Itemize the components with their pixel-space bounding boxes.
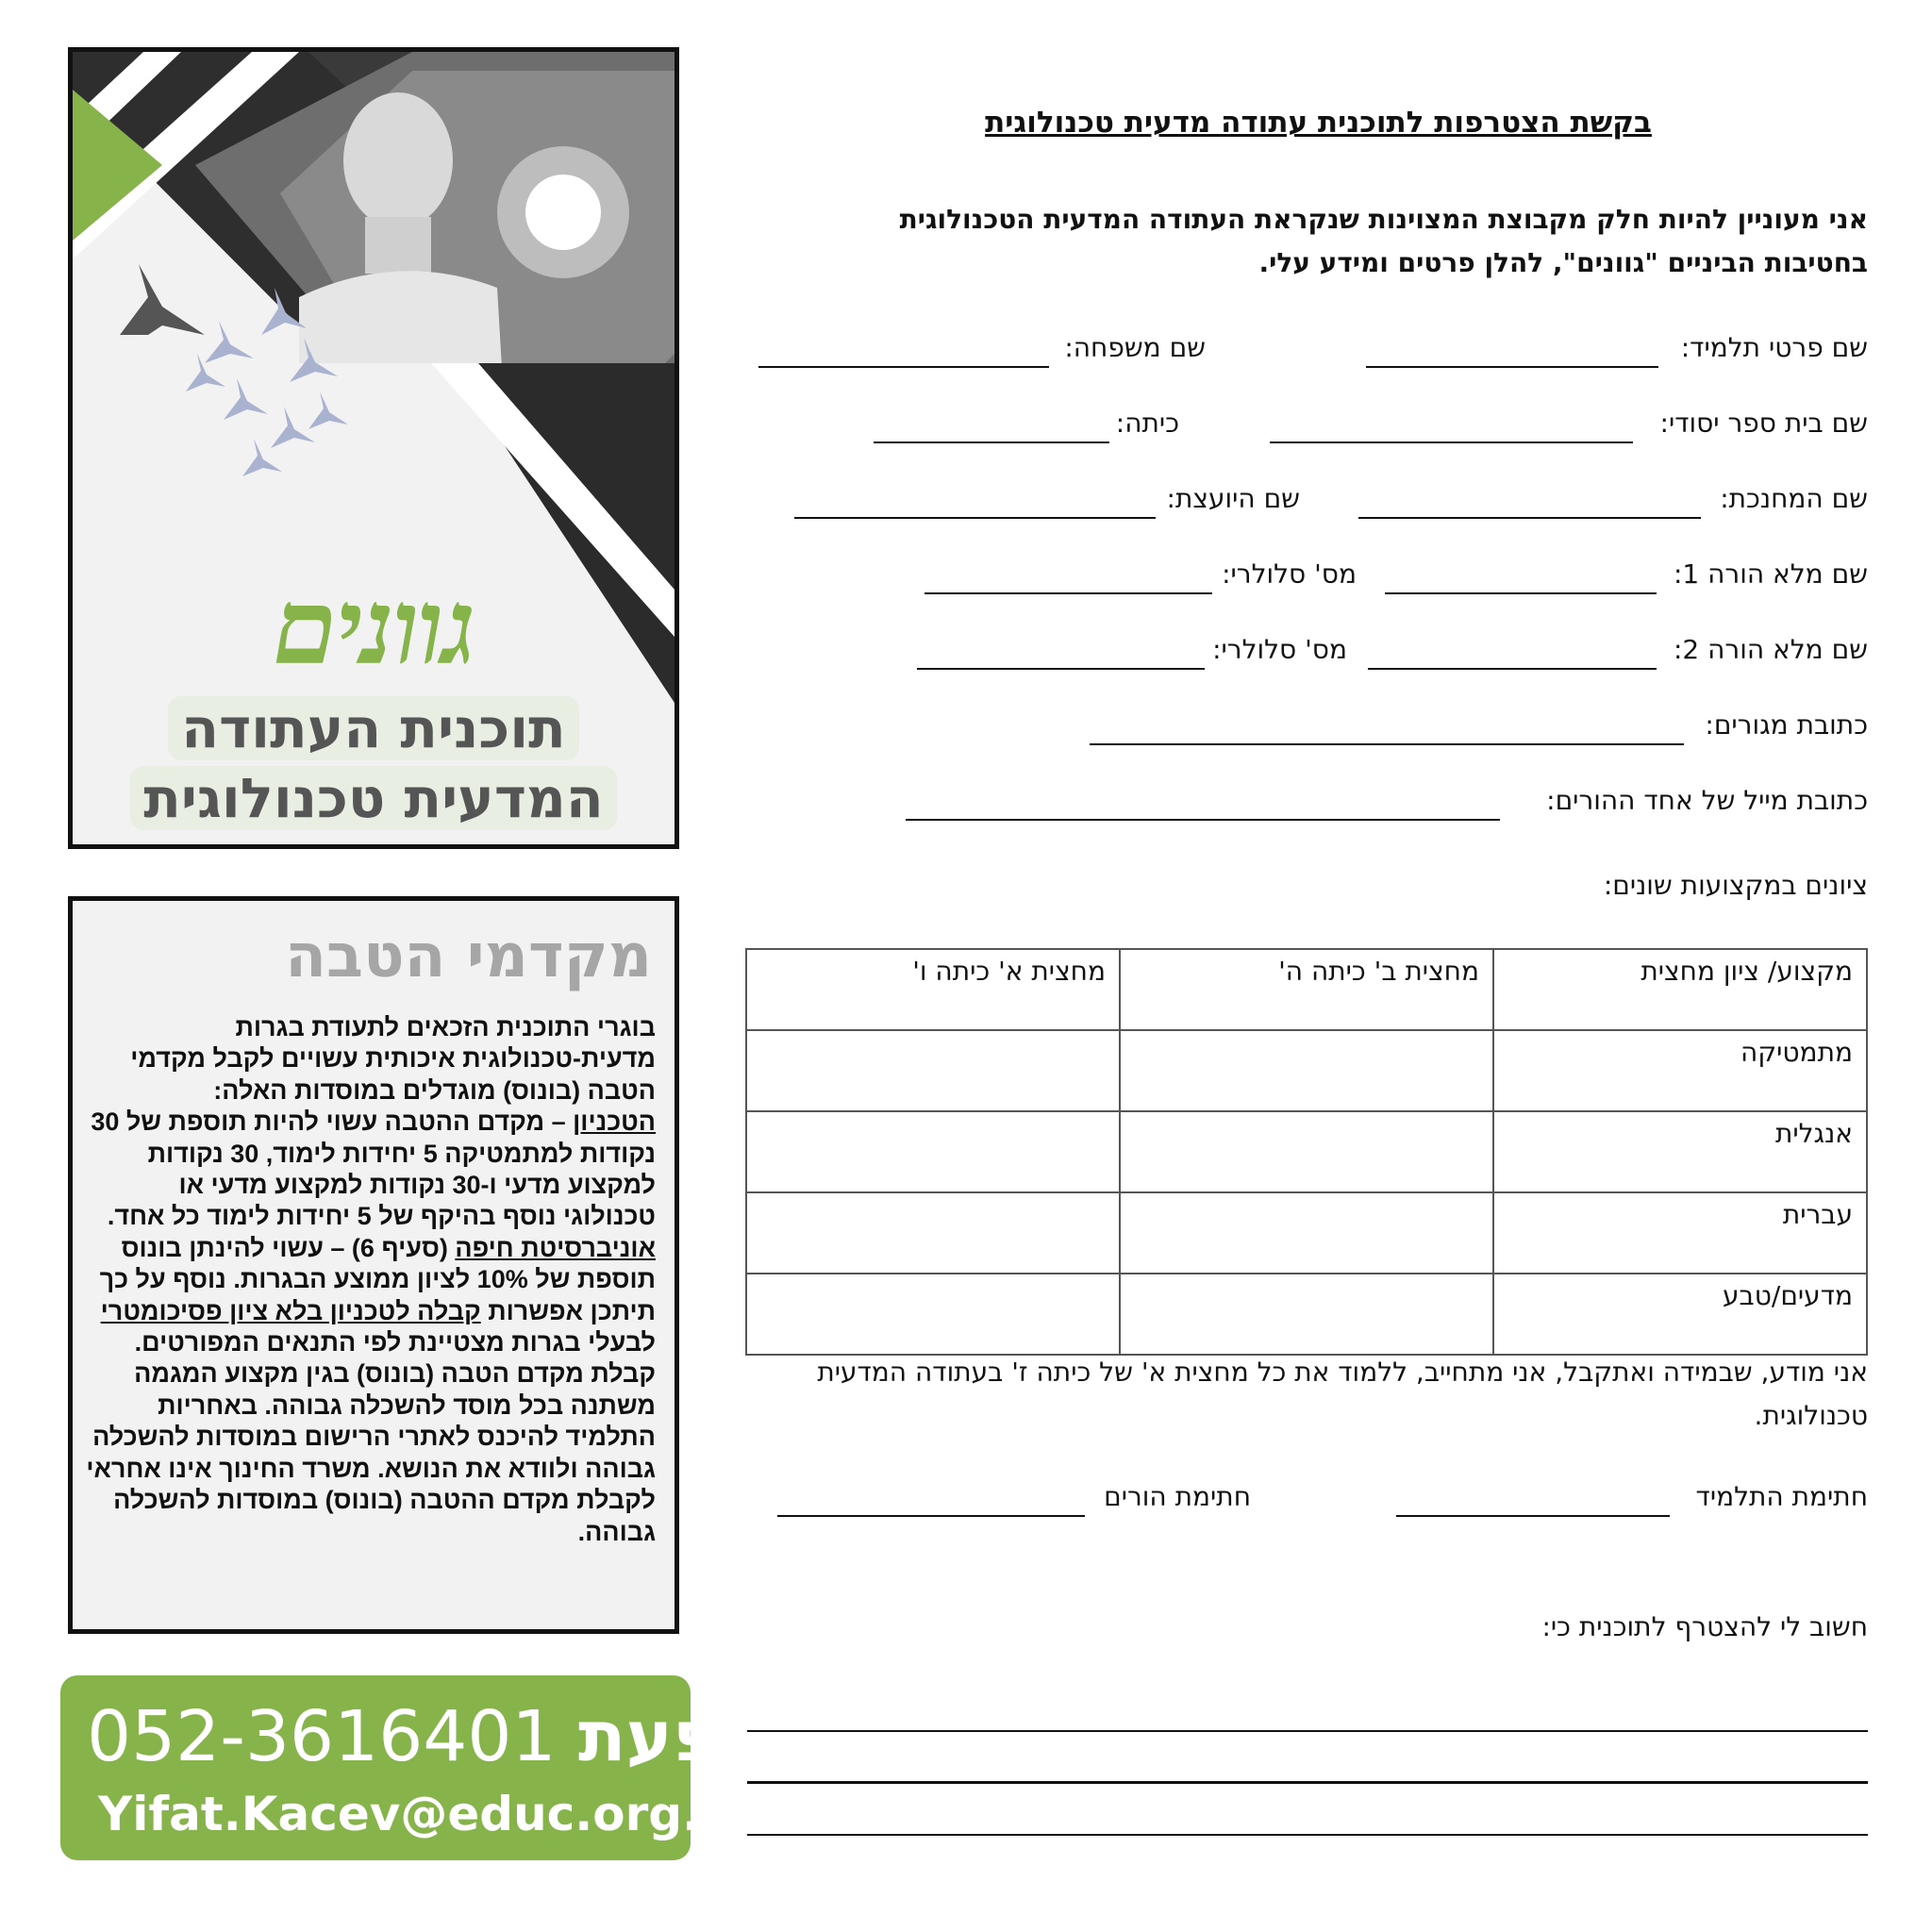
- last-name-field[interactable]: [758, 366, 1049, 368]
- commitment-text: אני מודע, שבמידה ואתקבל, אני מתחייב, ללמוד את כל מחצית א' של כיתה ז' בעתודה המדעית טכנולוגית.: [817, 1357, 1868, 1431]
- subject-science: מדעים/טבע: [1493, 1274, 1867, 1355]
- table-header-subject: מקצוע/ ציון מחצית: [1493, 949, 1867, 1030]
- contact-email[interactable]: Yifat.Kacev@educ.org.il: [98, 1787, 733, 1841]
- program-poster: [68, 47, 679, 849]
- poster-title: [110, 693, 637, 833]
- bonus-disclaimer: קבלת מקדם הטבה (בונוס) בגין מקצוע המגמה משתנה בכל מוסד להשכלה גבוהה. באחריות התלמיד להיכנס לאתרי הרישום במוסדות להשכלה גבוהה ולוודא את הנושא. משרד החינוך אינו אחראי לקבלת מקדם ההטבה (בונוס) במוסדות להשכלה גבוהה.: [86, 1359, 656, 1546]
- grades-label: ציונים במקצועות שונים:: [1603, 870, 1868, 901]
- table-row: [746, 1111, 1867, 1192]
- poster-title-line2: המדעית טכנולוגית: [130, 766, 616, 830]
- parent1-label: שם מלא הורה 1:: [1673, 558, 1868, 590]
- why-join-line-1[interactable]: [747, 1730, 1868, 1732]
- grade-cell[interactable]: [746, 1030, 1120, 1111]
- first-name-field[interactable]: [1366, 366, 1658, 368]
- parent1-field[interactable]: [1385, 592, 1657, 594]
- email-field[interactable]: [906, 819, 1500, 821]
- technion-text: – מקדם ההטבה עשוי להיות תוספת של 30 נקודות למתמטיקה 5 יחידות לימוד, 30 נקודות למקצוע מדעי ו-30 נקודות למקצוע מדעי או טכנולוגי נוסף בהיקף של 5 יחידות לימוד כל אחד.: [91, 1108, 656, 1231]
- address-label: כתובת מגורים:: [1705, 709, 1868, 741]
- class-label: כיתה:: [1115, 408, 1179, 439]
- phone1-field[interactable]: [924, 592, 1212, 594]
- subject-hebrew: עברית: [1493, 1192, 1867, 1274]
- form-intro: אני מעוניין להיות חלק מקבוצת המצוינות שנקראת העתודה המדעית הטכנולוגית בחטיבות הביניים "גוונים", להלן פרטים ומידע עלי.: [899, 204, 1868, 278]
- haifa-university-link[interactable]: אוניברסיטת חיפה: [455, 1233, 656, 1262]
- table-row: [746, 1030, 1867, 1111]
- teacher-field[interactable]: [1358, 517, 1701, 519]
- phone1-label: מס' סלולרי:: [1222, 558, 1357, 590]
- program-logo: גוונים: [273, 566, 475, 688]
- table-header-sem1-grade6: מחצית א' כיתה ו': [746, 949, 1120, 1030]
- parent2-field[interactable]: [1368, 668, 1657, 670]
- student-signature-field[interactable]: [1396, 1515, 1670, 1517]
- counselor-field[interactable]: [794, 517, 1156, 519]
- why-join-line-2[interactable]: [747, 1781, 1868, 1784]
- parent2-label: שם מלא הורה 2:: [1673, 634, 1868, 665]
- bonus-intro: בוגרי התוכנית הזכאים לתעודת בגרות מדעית-טכנולוגית איכותית עשויים לקבל מקדמי הטבה (בונוס) מוגדלים במוסדות האלה:: [130, 1013, 656, 1105]
- bonus-body: [82, 1012, 656, 1548]
- grade-cell[interactable]: [1120, 1192, 1493, 1274]
- grade-cell[interactable]: [1120, 1274, 1493, 1355]
- class-field[interactable]: [874, 441, 1109, 443]
- address-field[interactable]: [1090, 743, 1684, 745]
- parent-signature-field[interactable]: [777, 1515, 1085, 1517]
- first-name-label: שם פרטי תלמיד:: [1680, 332, 1868, 363]
- grade-cell[interactable]: [746, 1192, 1120, 1274]
- form-title: בקשת הצטרפות לתוכנית עתודה מדעית טכנולוגית: [985, 106, 1652, 140]
- email-label: כתובת מייל של אחד ההורים:: [1546, 785, 1868, 816]
- table-row: [746, 1274, 1867, 1355]
- table-row: [746, 1192, 1867, 1274]
- school-field[interactable]: [1270, 441, 1633, 443]
- bonus-info-box: [68, 896, 679, 1634]
- subject-math: מתמטיקה: [1493, 1030, 1867, 1111]
- table-header-row: [746, 949, 1867, 1030]
- counselor-label: שם היועצת:: [1166, 483, 1300, 514]
- phone2-label: מס' סלולרי:: [1212, 634, 1347, 665]
- extra-text-1: נוסף על כך תיתכן אפשרות: [99, 1265, 656, 1325]
- school-label: שם בית ספר יסודי:: [1659, 408, 1868, 439]
- phone2-field[interactable]: [917, 668, 1205, 670]
- haifa-text: (סעיף 6) – עשוי להינתן בונוס תוספת של 10% לציון ממוצע הבגרות.: [121, 1233, 656, 1294]
- parent-signature-label: חתימת הורים: [1104, 1481, 1251, 1512]
- bonus-title: מקדמי הטבה: [285, 922, 652, 991]
- grade-cell[interactable]: [1120, 1111, 1493, 1192]
- grades-table: [745, 948, 1868, 1356]
- contact-name: יפעת: [578, 1696, 740, 1777]
- technion-link[interactable]: הטכניון: [573, 1108, 656, 1137]
- extra-text-2: לבעלי בגרות מצטיינת לפי התנאים המפורטים.: [134, 1328, 656, 1357]
- teacher-label: שם המחנכת:: [1720, 483, 1868, 514]
- student-signature-label: חתימת התלמיד: [1695, 1481, 1868, 1512]
- grade-cell[interactable]: [746, 1111, 1120, 1192]
- contact-card: [60, 1675, 740, 1860]
- subject-english: אנגלית: [1493, 1111, 1867, 1192]
- contact-phone-row: [87, 1696, 739, 1777]
- table-header-sem2-grade5: מחצית ב' כיתה ה': [1120, 949, 1493, 1030]
- grade-cell[interactable]: [1120, 1030, 1493, 1111]
- poster-title-line1: תוכנית העתודה: [168, 696, 579, 760]
- contact-phone[interactable]: 052-3616401: [87, 1696, 557, 1777]
- technion-no-psychometric-link[interactable]: קבלה לטכניון בלא ציון פסיכומטרי: [100, 1296, 481, 1325]
- why-join-line-3[interactable]: [747, 1834, 1868, 1836]
- last-name-label: שם משפחה:: [1064, 332, 1206, 363]
- why-join-label: חשוב לי להצטרף לתוכנית כי:: [1541, 1611, 1868, 1642]
- grade-cell[interactable]: [746, 1274, 1120, 1355]
